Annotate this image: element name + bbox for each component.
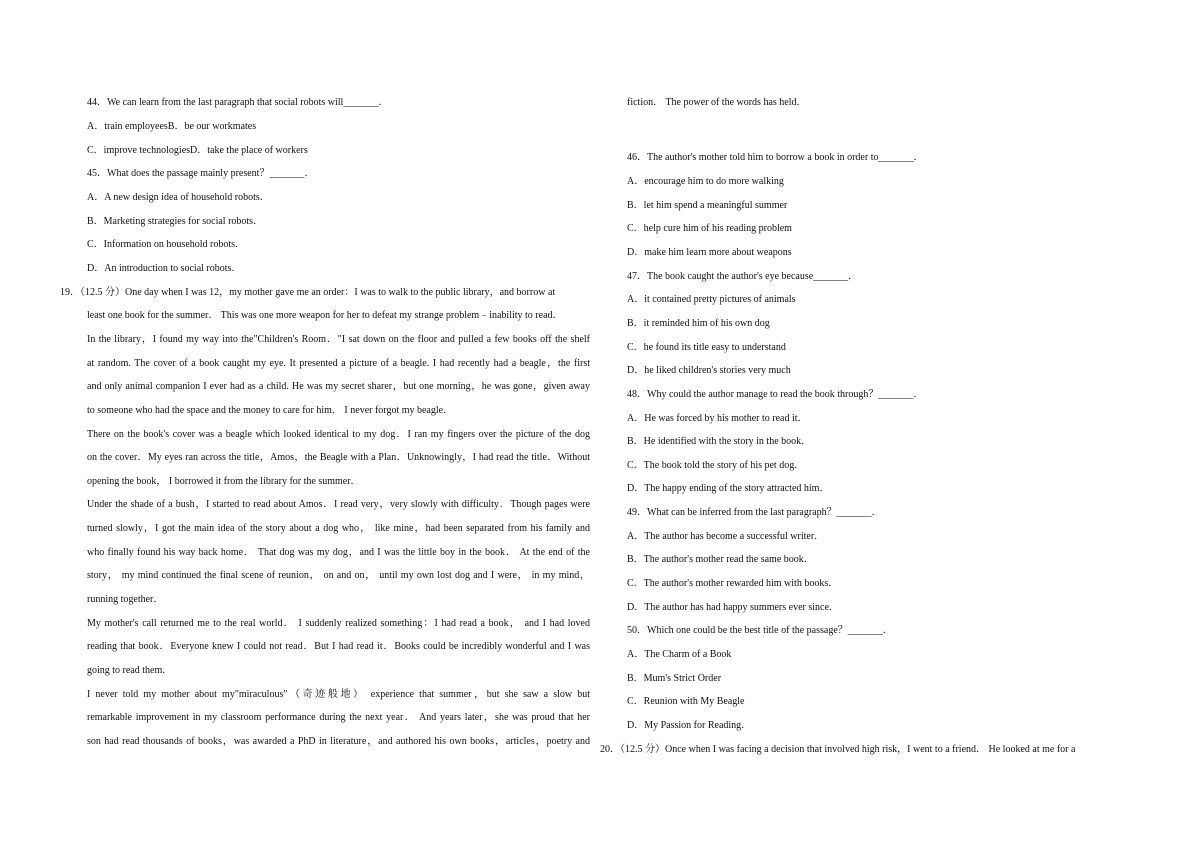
answer-option: D．The happy ending of the story attracted him． (627, 483, 830, 494)
question-line: 46．The author's mother told him to borrow a book in order to_______． (627, 152, 924, 163)
passage-line: running together． (87, 594, 164, 605)
answer-option: B．He identified with the story in the book． (627, 436, 812, 447)
passage-line: My mother's call returned me to the real world． I suddenly realized something：I had read a book， and I had loved (87, 618, 590, 629)
passage-line: opening the book， I borrowed it from the library for the summer． (87, 476, 361, 487)
answer-option: B．The author's mother read the same book． (627, 554, 814, 565)
passage-line: to someone who had the space and the money to care for him． I never forgot my beagle． (87, 405, 454, 416)
answer-option: B．it reminded him of his own dog (627, 318, 770, 329)
passage-line: at random. The cover of a book caught my eye. It presented a picture of a beagle. I had recently had a beagle，the first (87, 358, 590, 369)
passage-line: Under the shade of a bush，I started to read about Amos．I read very，very slowly with difficulty．Though pages were (87, 499, 590, 510)
answer-option: C．Information on household robots． (87, 239, 246, 250)
passage-line: fiction． The power of the words has held． (627, 97, 807, 108)
answer-option: C．help cure him of his reading problem (627, 223, 792, 234)
passage-line: turned slowly，I got the main idea of the story about a dog who， like mine，had been separated from his family and (87, 523, 590, 534)
question-heading: 19．（12.5 分）One day when I was 12，my mother gave me an order：I was to walk to the public library，and borrow at (60, 287, 556, 298)
answer-option: A．train employeesB．be our workmates (87, 121, 257, 132)
answer-option: A．He was forced by his mother to read it． (627, 413, 808, 424)
answer-option: A．The author has become a successful writer． (627, 531, 825, 542)
answer-option: C．The book told the story of his pet dog． (627, 460, 805, 471)
answer-option: B．Marketing strategies for social robots． (87, 216, 264, 227)
question-line: 45．What does the passage mainly present？_______． (87, 168, 315, 179)
passage-line: and only animal companion I ever had as a child. He was my secret sharer，but one morning，he was gone，given away (87, 381, 590, 392)
answer-option: A．A new design idea of household robots． (87, 192, 270, 203)
answer-option: D．make him learn more about weapons (627, 247, 792, 258)
question-line: 44．We can learn from the last paragraph that social robots will_______． (87, 97, 389, 108)
passage-line: going to read them． (87, 665, 173, 676)
answer-option: C．he found its title easy to understand (627, 342, 786, 353)
passage-line: remarkable improvement in my classroom performance during the next year． And years later，she was proud that her (87, 712, 590, 723)
passage-line: reading that book．Everyone knew I could not read．But I had read it．Books could be incredibly wonderful and I was (87, 641, 590, 652)
question-line: 48．Why could the author manage to read the book through？_______． (627, 389, 924, 400)
question-heading: 20．（12.5 分）Once when I was facing a decision that involved high risk，I went to a friend． He looked at me for a (600, 744, 1076, 755)
answer-option: A．encourage him to do more walking (627, 176, 784, 187)
answer-option: D．he liked children's stories very much (627, 365, 791, 376)
question-line: 49．What can be inferred from the last paragraph？_______． (627, 507, 882, 518)
passage-line: In the library，I found my way into the"Children's Room．"I sat down on the floor and pulled a few books off the shelf (87, 334, 590, 345)
passage-line: son had read thousands of books，was awarded a PhD in literature，and authored his own books，articles，poetry and (87, 736, 590, 747)
passage-line: who finally found his way back home． That dog was my dog，and I was the little boy in the book． At the end of the (87, 547, 590, 558)
answer-option: B．let him spend a meaningful summer (627, 200, 788, 211)
answer-option: B．Mum's Strict Order (627, 673, 722, 684)
question-line: 50．Which one could be the best title of the passage？_______． (627, 625, 893, 636)
answer-option: C．The author's mother rewarded him with books． (627, 578, 839, 589)
answer-option: D．My Passion for Reading． (627, 720, 752, 731)
answer-option: C．Reunion with My Beagle (627, 696, 745, 707)
passage-line: There on the book's cover was a beagle which looked identical to my dog．I ran my fingers over the picture of the dog (87, 429, 590, 440)
passage-line: on the cover．My eyes ran across the title，Amos，the Beagle with a Plan．Unknowingly，I had read the title．Without (87, 452, 590, 463)
answer-option: A．The Charm of a Book (627, 649, 732, 660)
passage-line: least one book for the summer． This was one more weapon for her to defeat my strange problem﹣inability to read． (87, 310, 563, 321)
question-line: 47．The book caught the author's eye because_______． (627, 271, 859, 282)
answer-option: A．it contained pretty pictures of animals (627, 294, 796, 305)
answer-option: D．An introduction to social robots． (87, 263, 242, 274)
answer-option: C．improve technologiesD．take the place of workers (87, 145, 308, 156)
passage-line: story， my mind continued the final scene of reunion， on and on， until my own lost dog and I were， in my mind， (87, 570, 590, 581)
answer-option: D．The author has had happy summers ever since． (627, 602, 839, 613)
passage-line: I never told my mother about my"miraculous"（奇迹般地） experience that summer，but she saw a slow but (87, 689, 590, 700)
